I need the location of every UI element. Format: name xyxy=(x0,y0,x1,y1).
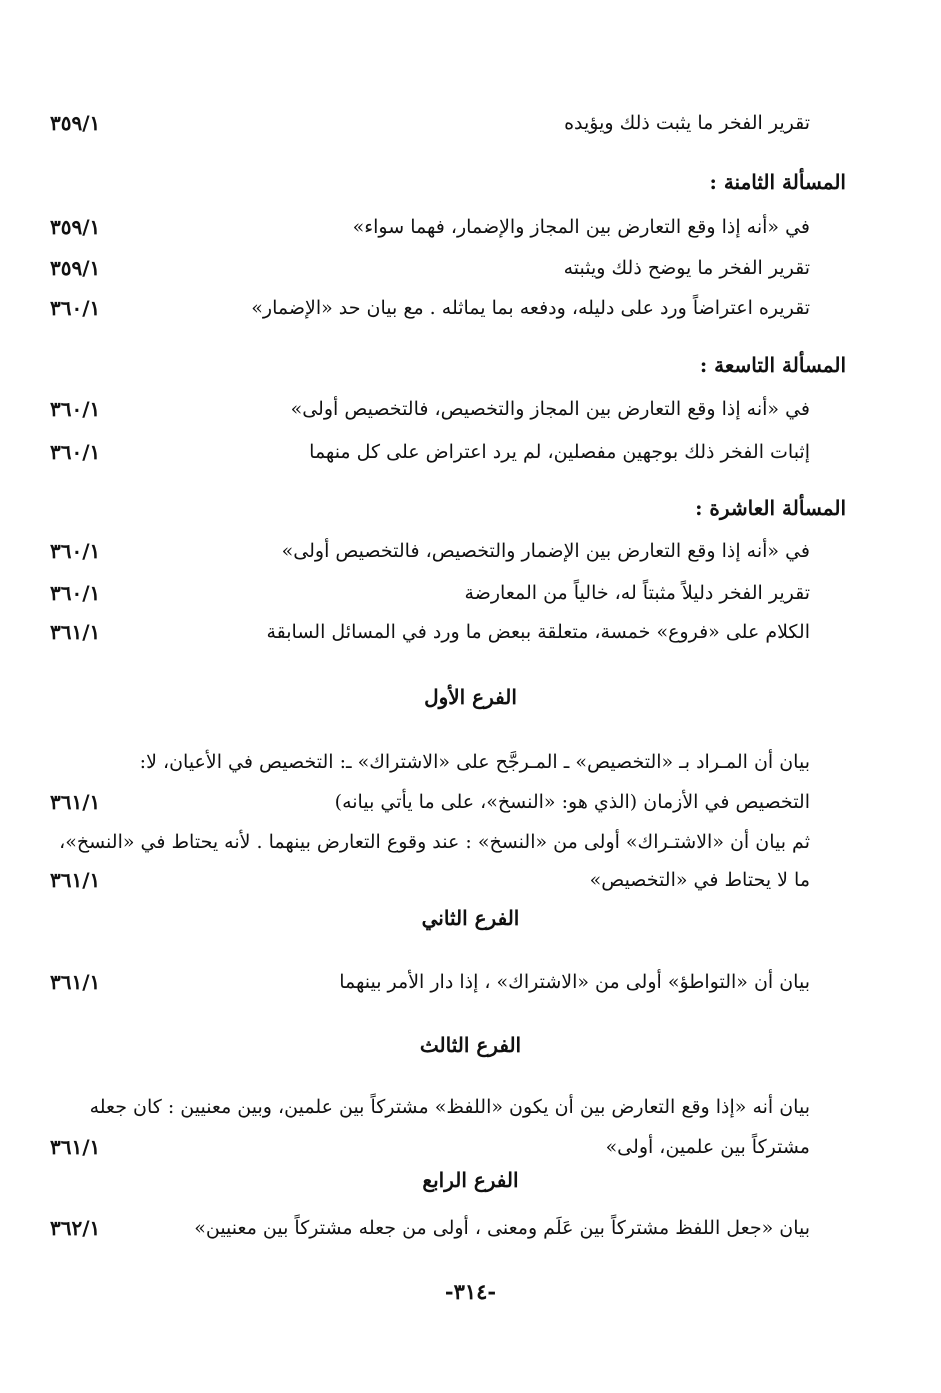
page-reference: ٣٦٠/١ xyxy=(50,539,101,563)
index-entry xyxy=(40,962,810,1002)
page-reference: ٣٦٠/١ xyxy=(50,296,101,320)
entry-text: في «أنه إذا وقع التعارض بين المجاز والإضمار، فهما سواء» xyxy=(352,216,810,238)
entry-text: في «أنه إذا وقع التعارض بين المجاز والتخصيص، فالتخصيص أولى» xyxy=(290,398,810,420)
page-reference: ٣٥٩/١ xyxy=(50,111,101,135)
index-entry xyxy=(40,531,810,571)
index-entry xyxy=(40,389,810,429)
branch-title-4: الفرع الرابع xyxy=(422,1168,519,1192)
entry-text: بيان أنه «إذا وقع التعارض بين أن يكون «اللفظ» مشتركاً بين علمين، وبين معنيين : كان جعله xyxy=(89,1096,810,1118)
entry-text: مشتركاً بين علمين، أولى» xyxy=(605,1136,810,1158)
entry-text: تقرير الفخر ما يثبت ذلك ويؤيده xyxy=(564,112,810,134)
page-reference: ٣٥٩/١ xyxy=(50,215,101,239)
section-heading-8: المسألة الثامنة : xyxy=(709,170,846,194)
entry-text: ثم بيان أن «الاشتـراك» أولى من «النسخ» : عند وقوع التعارض بينهما . لأنه يحتاط في «النسخ»، xyxy=(59,831,810,853)
page-reference: ٣٦١/١ xyxy=(50,970,101,994)
entry-text: تقرير الفخر ما يوضح ذلك ويثبته xyxy=(563,257,810,279)
branch-title-3: الفرع الثالث xyxy=(419,1033,522,1057)
entry-text: ما لا يحتاط في «التخصيص» xyxy=(589,869,810,891)
entry-text: بيان أن المـراد بـ «التخصيص» ـ المـرجَّح على «الاشتراك» ـ: التخصيص في الأعيان، لا: xyxy=(139,751,810,773)
index-entry xyxy=(40,248,810,288)
index-entry xyxy=(40,573,810,613)
index-entry xyxy=(40,432,810,472)
page-reference: ٣٦١/١ xyxy=(50,868,101,892)
entry-text: إثبات الفخر ذلك بوجهين مفصلين، لم يرد اعتراض على كل منهما xyxy=(309,441,810,463)
page-number: -٣١٤- xyxy=(444,1279,497,1304)
index-entry xyxy=(40,612,810,652)
paragraph-line xyxy=(40,822,810,862)
entry-text: التخصيص في الأزمان (الذي هو: «النسخ»، على ما يأتي بيانه) xyxy=(334,791,810,813)
entry-text: تقريره اعتراضاً ورد على دليله، ودفعه بما يماثله . مع بيان حد «الإضمار» xyxy=(251,297,810,319)
page-reference: ٣٦١/١ xyxy=(50,620,101,644)
index-entry xyxy=(40,860,810,900)
paragraph-line xyxy=(40,1087,810,1127)
index-entry xyxy=(40,103,810,143)
page-reference: ٣٦١/١ xyxy=(50,790,101,814)
index-entry xyxy=(40,207,810,247)
page-reference: ٣٦٢/١ xyxy=(50,1216,101,1240)
page-reference: ٣٦٠/١ xyxy=(50,397,101,421)
index-entry xyxy=(40,1208,810,1248)
page-reference: ٣٦٠/١ xyxy=(50,581,101,605)
entry-text: بيان أن «التواطؤ» أولى من «الاشتراك» ، إذا دار الأمر بينهما xyxy=(339,971,810,993)
entry-text: الكلام على «فروع» خمسة، متعلقة ببعض ما ورد في المسائل السابقة xyxy=(266,621,810,643)
page-reference: ٣٦٠/١ xyxy=(50,440,101,464)
page-reference: ٣٦١/١ xyxy=(50,1135,101,1159)
entry-text: في «أنه إذا وقع التعارض بين الإضمار والتخصيص، فالتخصيص أولى» xyxy=(281,540,810,562)
page-reference: ٣٥٩/١ xyxy=(50,256,101,280)
entry-text: بيان «جعل اللفظ مشتركاً بين عَلَم ومعنى ، أولى من جعله مشتركاً بين معنيين» xyxy=(194,1217,810,1239)
section-heading-10: المسألة العاشرة : xyxy=(695,496,846,520)
branch-title-1: الفرع الأول xyxy=(424,685,517,709)
entry-text: تقرير الفخر دليلاً مثبتاً له، خالياً من المعارضة xyxy=(464,582,810,604)
branch-title-2: الفرع الثاني xyxy=(421,906,520,930)
index-entry xyxy=(40,782,810,822)
index-entry xyxy=(40,288,810,328)
paragraph-line xyxy=(40,742,810,782)
section-heading-9: المسألة التاسعة : xyxy=(699,353,846,377)
